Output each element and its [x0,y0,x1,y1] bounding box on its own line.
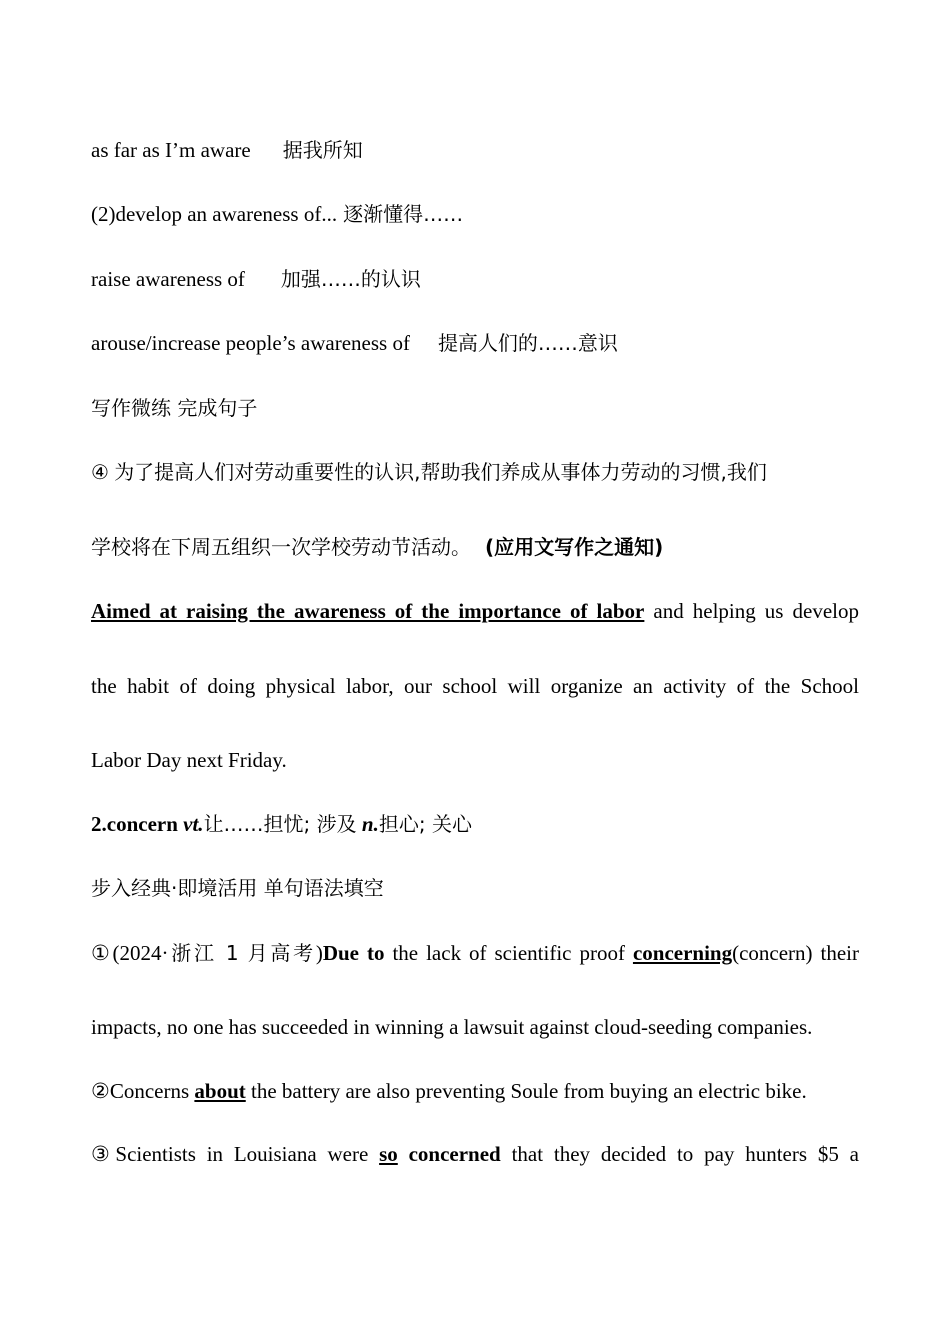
answer-blank: about [194,1079,246,1103]
part-of-speech-verb: vt. [183,812,204,836]
phrase-due-to: Due to [322,941,385,965]
answer-blank: so [379,1142,398,1166]
answer-blank: Aimed at raising the awareness of the importance of labor [91,599,645,623]
phrase-2 [91,200,859,228]
definition-noun: 担心; 关心 [378,812,472,836]
phrase-cn: 逐渐懂得…… [343,202,464,226]
answer-hint: (concern) their [732,941,859,965]
phrase-en: arouse/increase people’s awareness of [91,331,410,355]
exercise-text-rest: that they decided to pay hunters $5 a [511,1142,859,1166]
writing-prompt-cn: 为了提高人们对劳动重要性的认识,帮助我们养成从事体力劳动的习惯,我们 [114,460,767,484]
task-type-tag: (应用文写作之通知) [485,535,664,559]
phrase-3 [91,265,859,293]
phrase-cn: 提高人们的……意识 [437,331,618,355]
entry-headword: 2.concern [91,812,178,836]
part-of-speech-noun: n. [361,812,379,836]
writing-answer-line3: Labor Day next Friday. [91,748,287,772]
writing-answer-line1 [91,597,859,625]
exercise-2 [91,1077,859,1105]
exercise-1-line2: impacts, no one has succeeded in winning a lawsuit against cloud-seeding companies. [91,1015,813,1039]
writing-heading: 写作微练 完成句子 [91,396,258,420]
exercise-3 [91,1140,859,1168]
item-marker: ④ [91,460,109,484]
exercise-1-line1 [91,939,859,967]
exercise-text: ③Scientists in Louisiana were [91,1142,369,1166]
answer-blank: concerning [632,941,733,965]
definition-verb: 让……担忧; 涉及 [203,812,357,836]
practice-heading: 步入经典·即境活用 单句语法填空 [91,876,384,900]
phrase-cn: 加强……的认识 [280,267,421,291]
exercise-text: ②Concerns [91,1079,190,1103]
writing-prompt-cn-cont: 学校将在下周五组织一次学校劳动节活动。 [91,535,471,559]
emphasis-word: concerned [408,1142,501,1166]
source-close: ) [315,941,323,965]
exercise-source: 浙江 1 月高考 [168,941,316,965]
exercise-text: the lack of scientific proof [392,941,625,965]
phrase-en: as far as I’m aware [91,138,251,162]
phrase-en: (2)develop an awareness of... [91,202,338,226]
exercise-prefix: ①(2024· [91,941,169,965]
exercise-text-rest: the battery are also preventing Soule from buying an electric bike. [251,1079,807,1103]
answer-text: and helping us develop [653,599,859,623]
writing-answer-line2: the habit of doing physical labor, our school will organize an activity of the School [91,674,859,698]
writing-item-cn-line1 [91,458,859,486]
phrase-4 [91,329,859,357]
phrase-1 [91,136,859,164]
vocab-entry-concern [91,810,859,838]
writing-item-cn-line2 [91,533,859,561]
phrase-cn: 据我所知 [282,138,363,162]
phrase-en: raise awareness of [91,267,245,291]
